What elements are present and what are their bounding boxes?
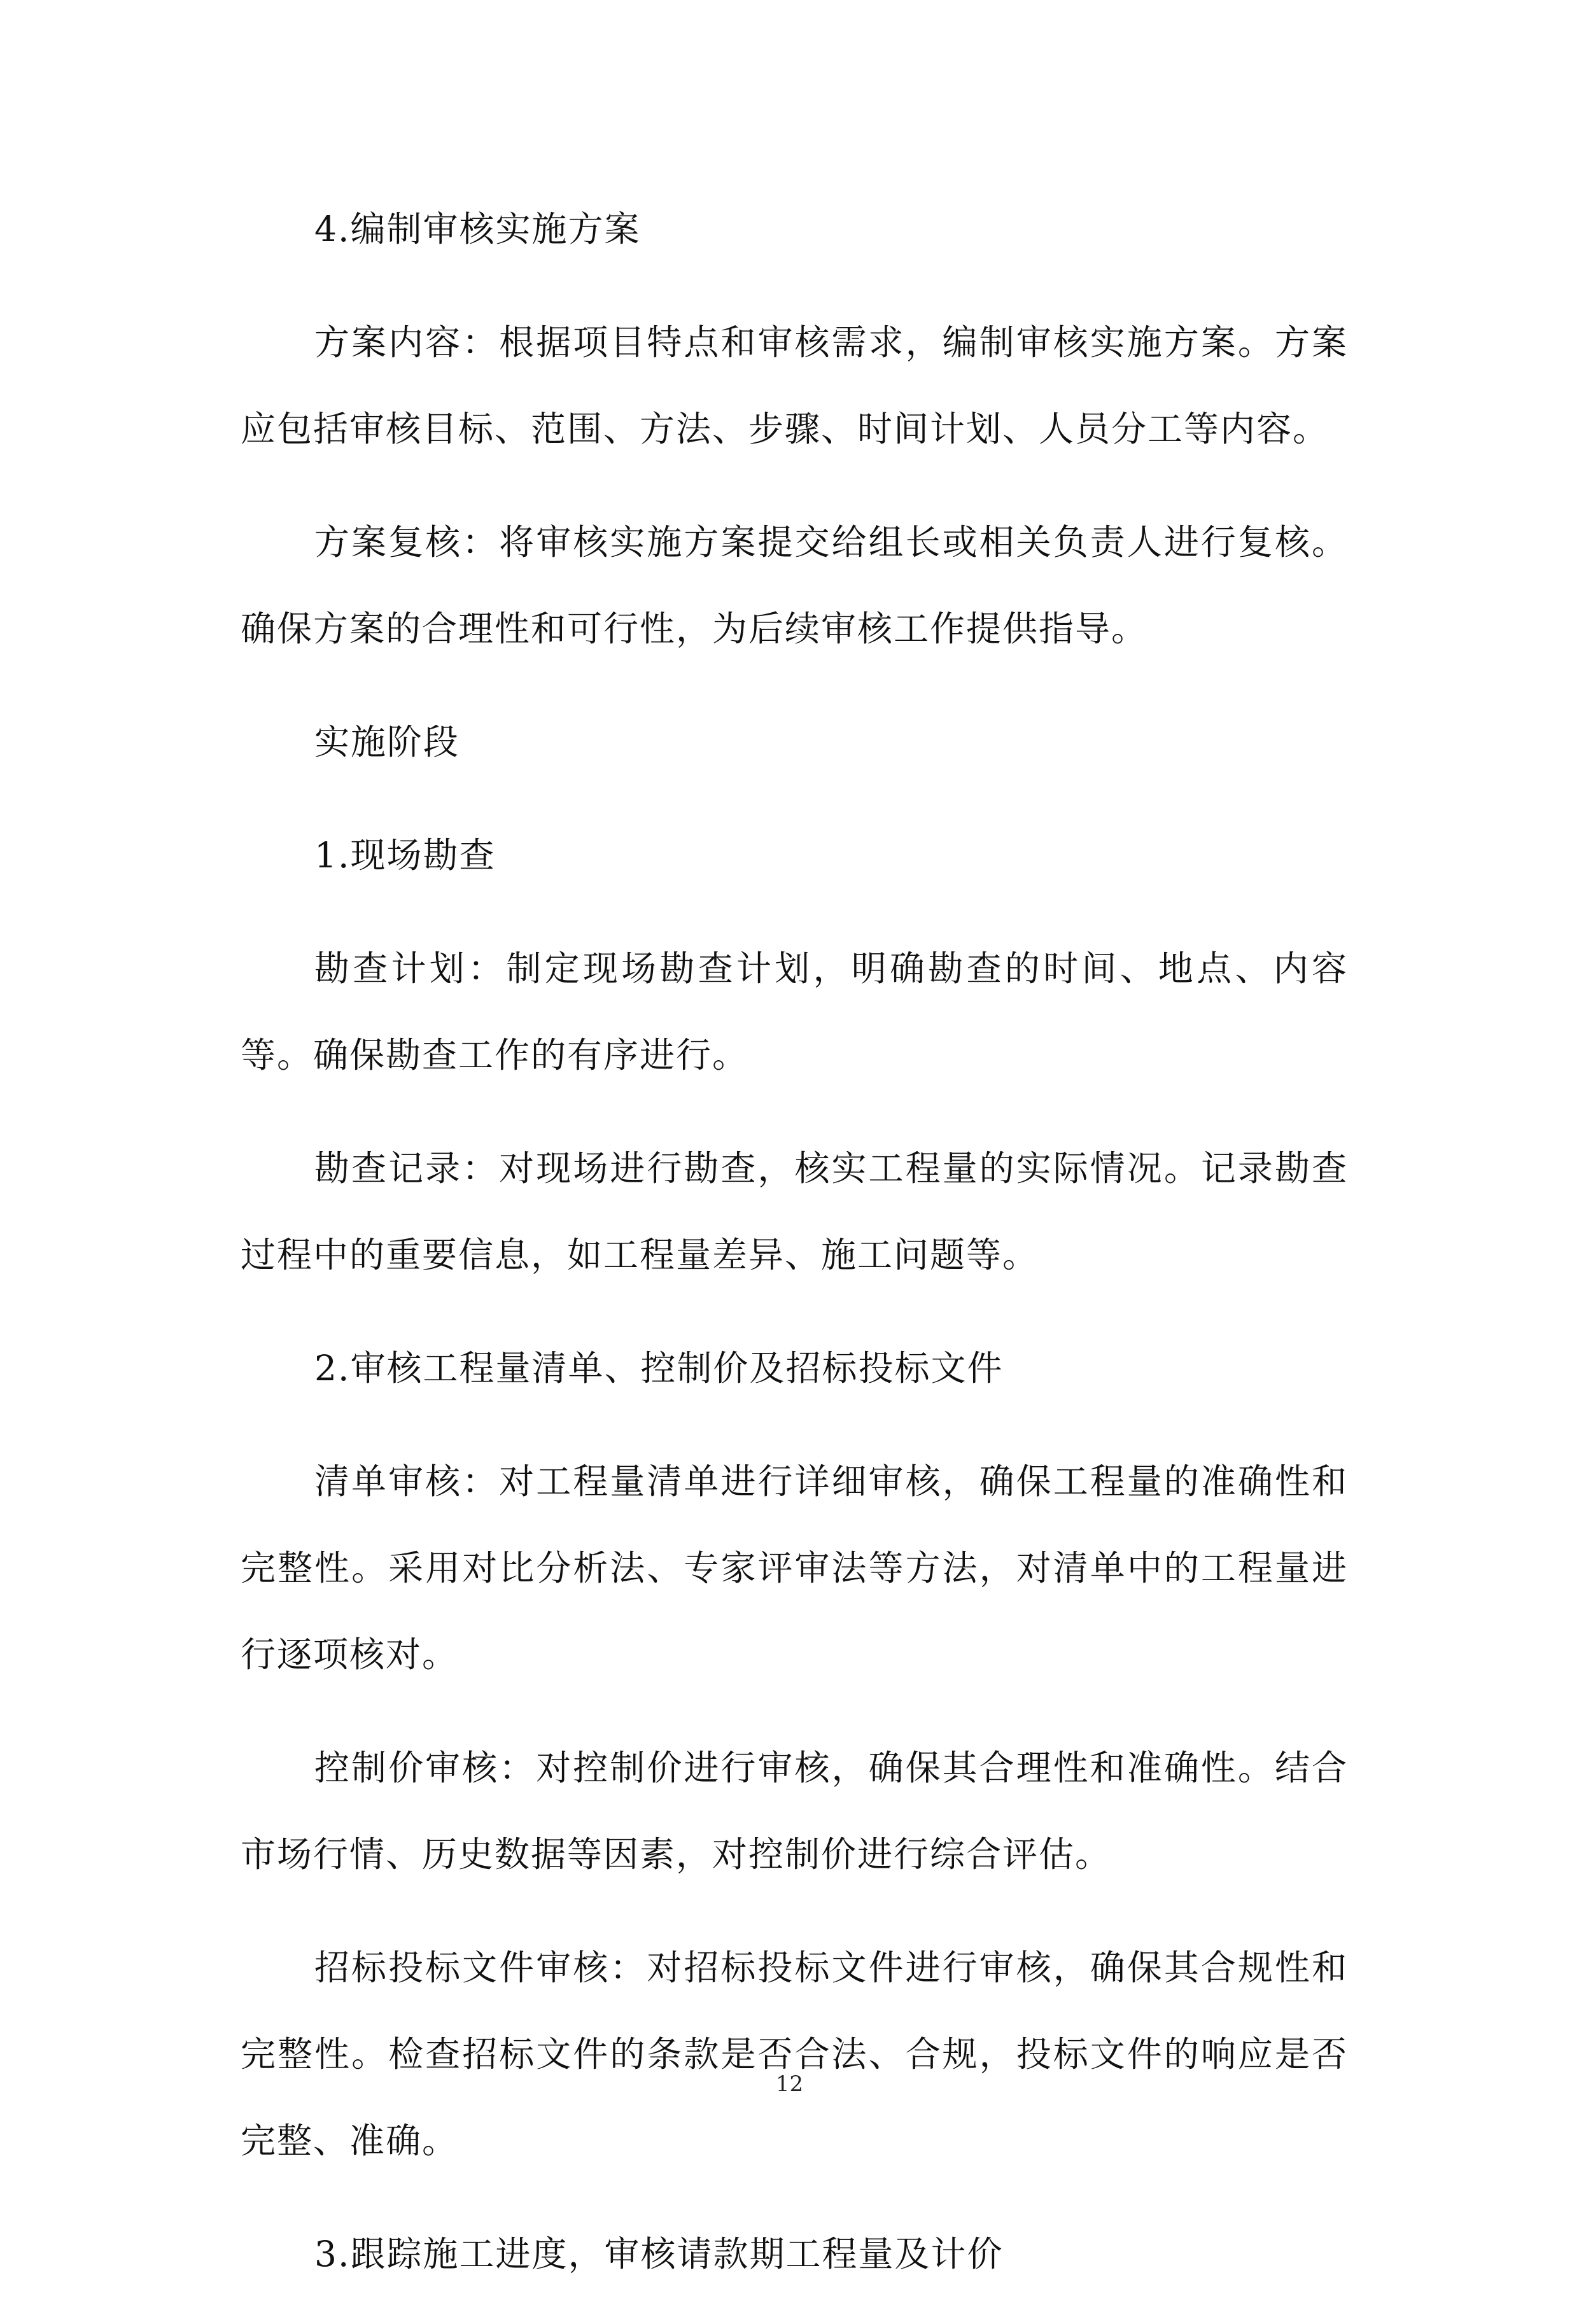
paragraph-control-price-review: 控制价审核：对控制价进行审核，确保其合理性和准确性。结合市场行情、历史数据等因素，对控制价进行综合评估。 (241, 1747, 1348, 1875)
paragraph-bill-review: 清单审核：对工程量清单进行详细审核，确保工程量的准确性和完整性。采用对比分析法、专家评审法等方法，对清单中的工程量进行逐项核对。 (241, 1461, 1348, 1675)
page-number: 12 (775, 2071, 804, 2097)
paragraph-plan-content: 方案内容：根据项目特点和审核需求，编制审核实施方案。方案应包括审核目标、范围、方法、步骤、时间计划、人员分工等内容。 (241, 322, 1348, 449)
paragraph-survey-record: 勘查记录：对现场进行勘查，核实工程量的实际情况。记录勘查过程中的重要信息，如工程量差异、施工问题等。 (241, 1148, 1348, 1275)
heading-review-bill-of-quantities: 2.审核工程量清单、控制价及招标投标文件 (314, 1348, 1004, 1389)
paragraph-tender-documents-review: 招标投标文件审核：对招标投标文件进行审核，确保其合规性和完整性。检查招标文件的条款是否合法、合规，投标文件的响应是否完整、准确。 (241, 1947, 1348, 2161)
heading-compile-plan: 4.编制审核实施方案 (314, 209, 641, 249)
body-text (241, 186, 1348, 2324)
paragraph-survey-plan: 勘查计划：制定现场勘查计划，明确勘查的时间、地点、内容等。确保勘查工作的有序进行。 (241, 948, 1348, 1075)
heading-site-survey: 1.现场勘查 (314, 835, 496, 876)
heading-implementation-stage: 实施阶段 (314, 722, 460, 762)
heading-track-construction-progress: 3.跟踪施工进度，审核请款期工程量及计价 (314, 2234, 1004, 2274)
paragraph-plan-review: 方案复核：将审核实施方案提交给组长或相关负责人进行复核。确保方案的合理性和可行性，为后续审核工作提供指导。 (241, 522, 1348, 649)
